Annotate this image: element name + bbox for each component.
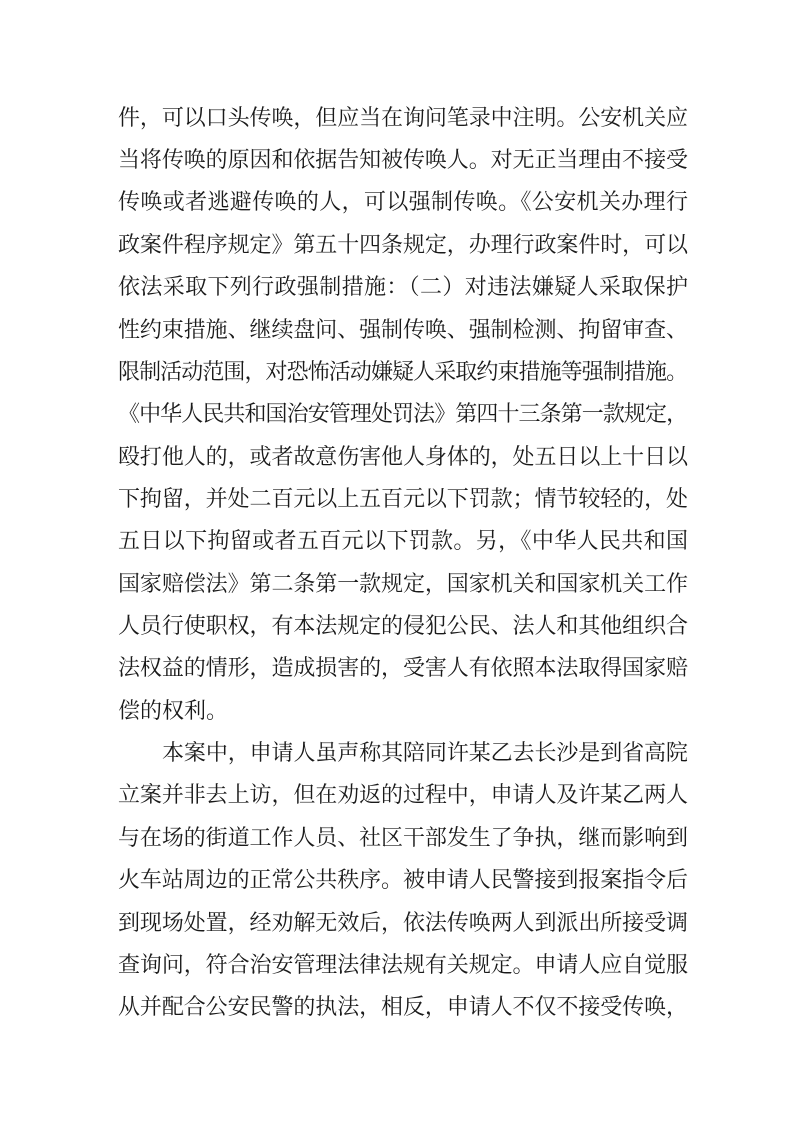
text-line: 火车站周边的正常公共秩序。被申请人民警接到报案指令后: [118, 868, 688, 893]
paragraph-first-line: 本案中，申请人虽声称其陪同许某乙去长沙是到省高院: [162, 741, 688, 766]
text-line: 殴打他人的，或者故意伤害他人身体的，处五日以上十日以: [118, 445, 688, 470]
text-line: 限制活动范围，对恐怖活动嫌疑人采取约束措施等强制措施。: [118, 360, 688, 385]
text-line: 传唤或者逃避传唤的人，可以强制传唤。《公安机关办理行: [118, 190, 689, 215]
text-line: 五日以下拘留或者五百元以下罚款。另，《中华人民共和国: [118, 529, 689, 554]
text-line: 从并配合公安民警的执法，相反，申请人不仅不接受传唤，: [118, 995, 688, 1020]
text-line: 与在场的街道工作人员、社区干部发生了争执，继而影响到: [118, 826, 688, 851]
text-line: 法权益的情形，造成损害的，受害人有依照本法取得国家赔: [118, 656, 688, 681]
text-line: 依法采取下列行政强制措施：（二）对违法嫌疑人采取保护: [118, 275, 689, 300]
text-line: 偿的权利。: [118, 699, 229, 724]
text-line: 国家赔偿法》第二条第一款规定，国家机关和国家机关工作: [118, 572, 688, 597]
text-line: 《中华人民共和国治安管理处罚法》第四十三条第一款规定，: [118, 402, 688, 427]
text-line: 下拘留，并处二百元以上五百元以下罚款；情节较轻的，处: [118, 487, 688, 512]
text-line: 到现场处置，经劝解无效后，依法传唤两人到派出所接受调: [118, 911, 688, 936]
text-line: 立案并非去上访，但在劝返的过程中，申请人及许某乙两人: [118, 783, 688, 808]
text-line: 当将传唤的原因和依据告知被传唤人。对无正当理由不接受: [118, 148, 688, 173]
text-line: 性约束措施、继续盘问、强制传唤、强制检测、拘留审查、: [118, 318, 688, 343]
text-line: 件，可以口头传唤，但应当在询问笔录中注明。公安机关应: [118, 106, 688, 131]
text-line: 查询问，符合治安管理法律法规有关规定。申请人应自觉服: [118, 953, 688, 978]
text-line: 人员行使职权，有本法规定的侵犯公民、法人和其他组织合: [118, 614, 688, 639]
text-line: 政案件程序规定》第五十四条规定，办理行政案件时，可以: [118, 233, 688, 258]
